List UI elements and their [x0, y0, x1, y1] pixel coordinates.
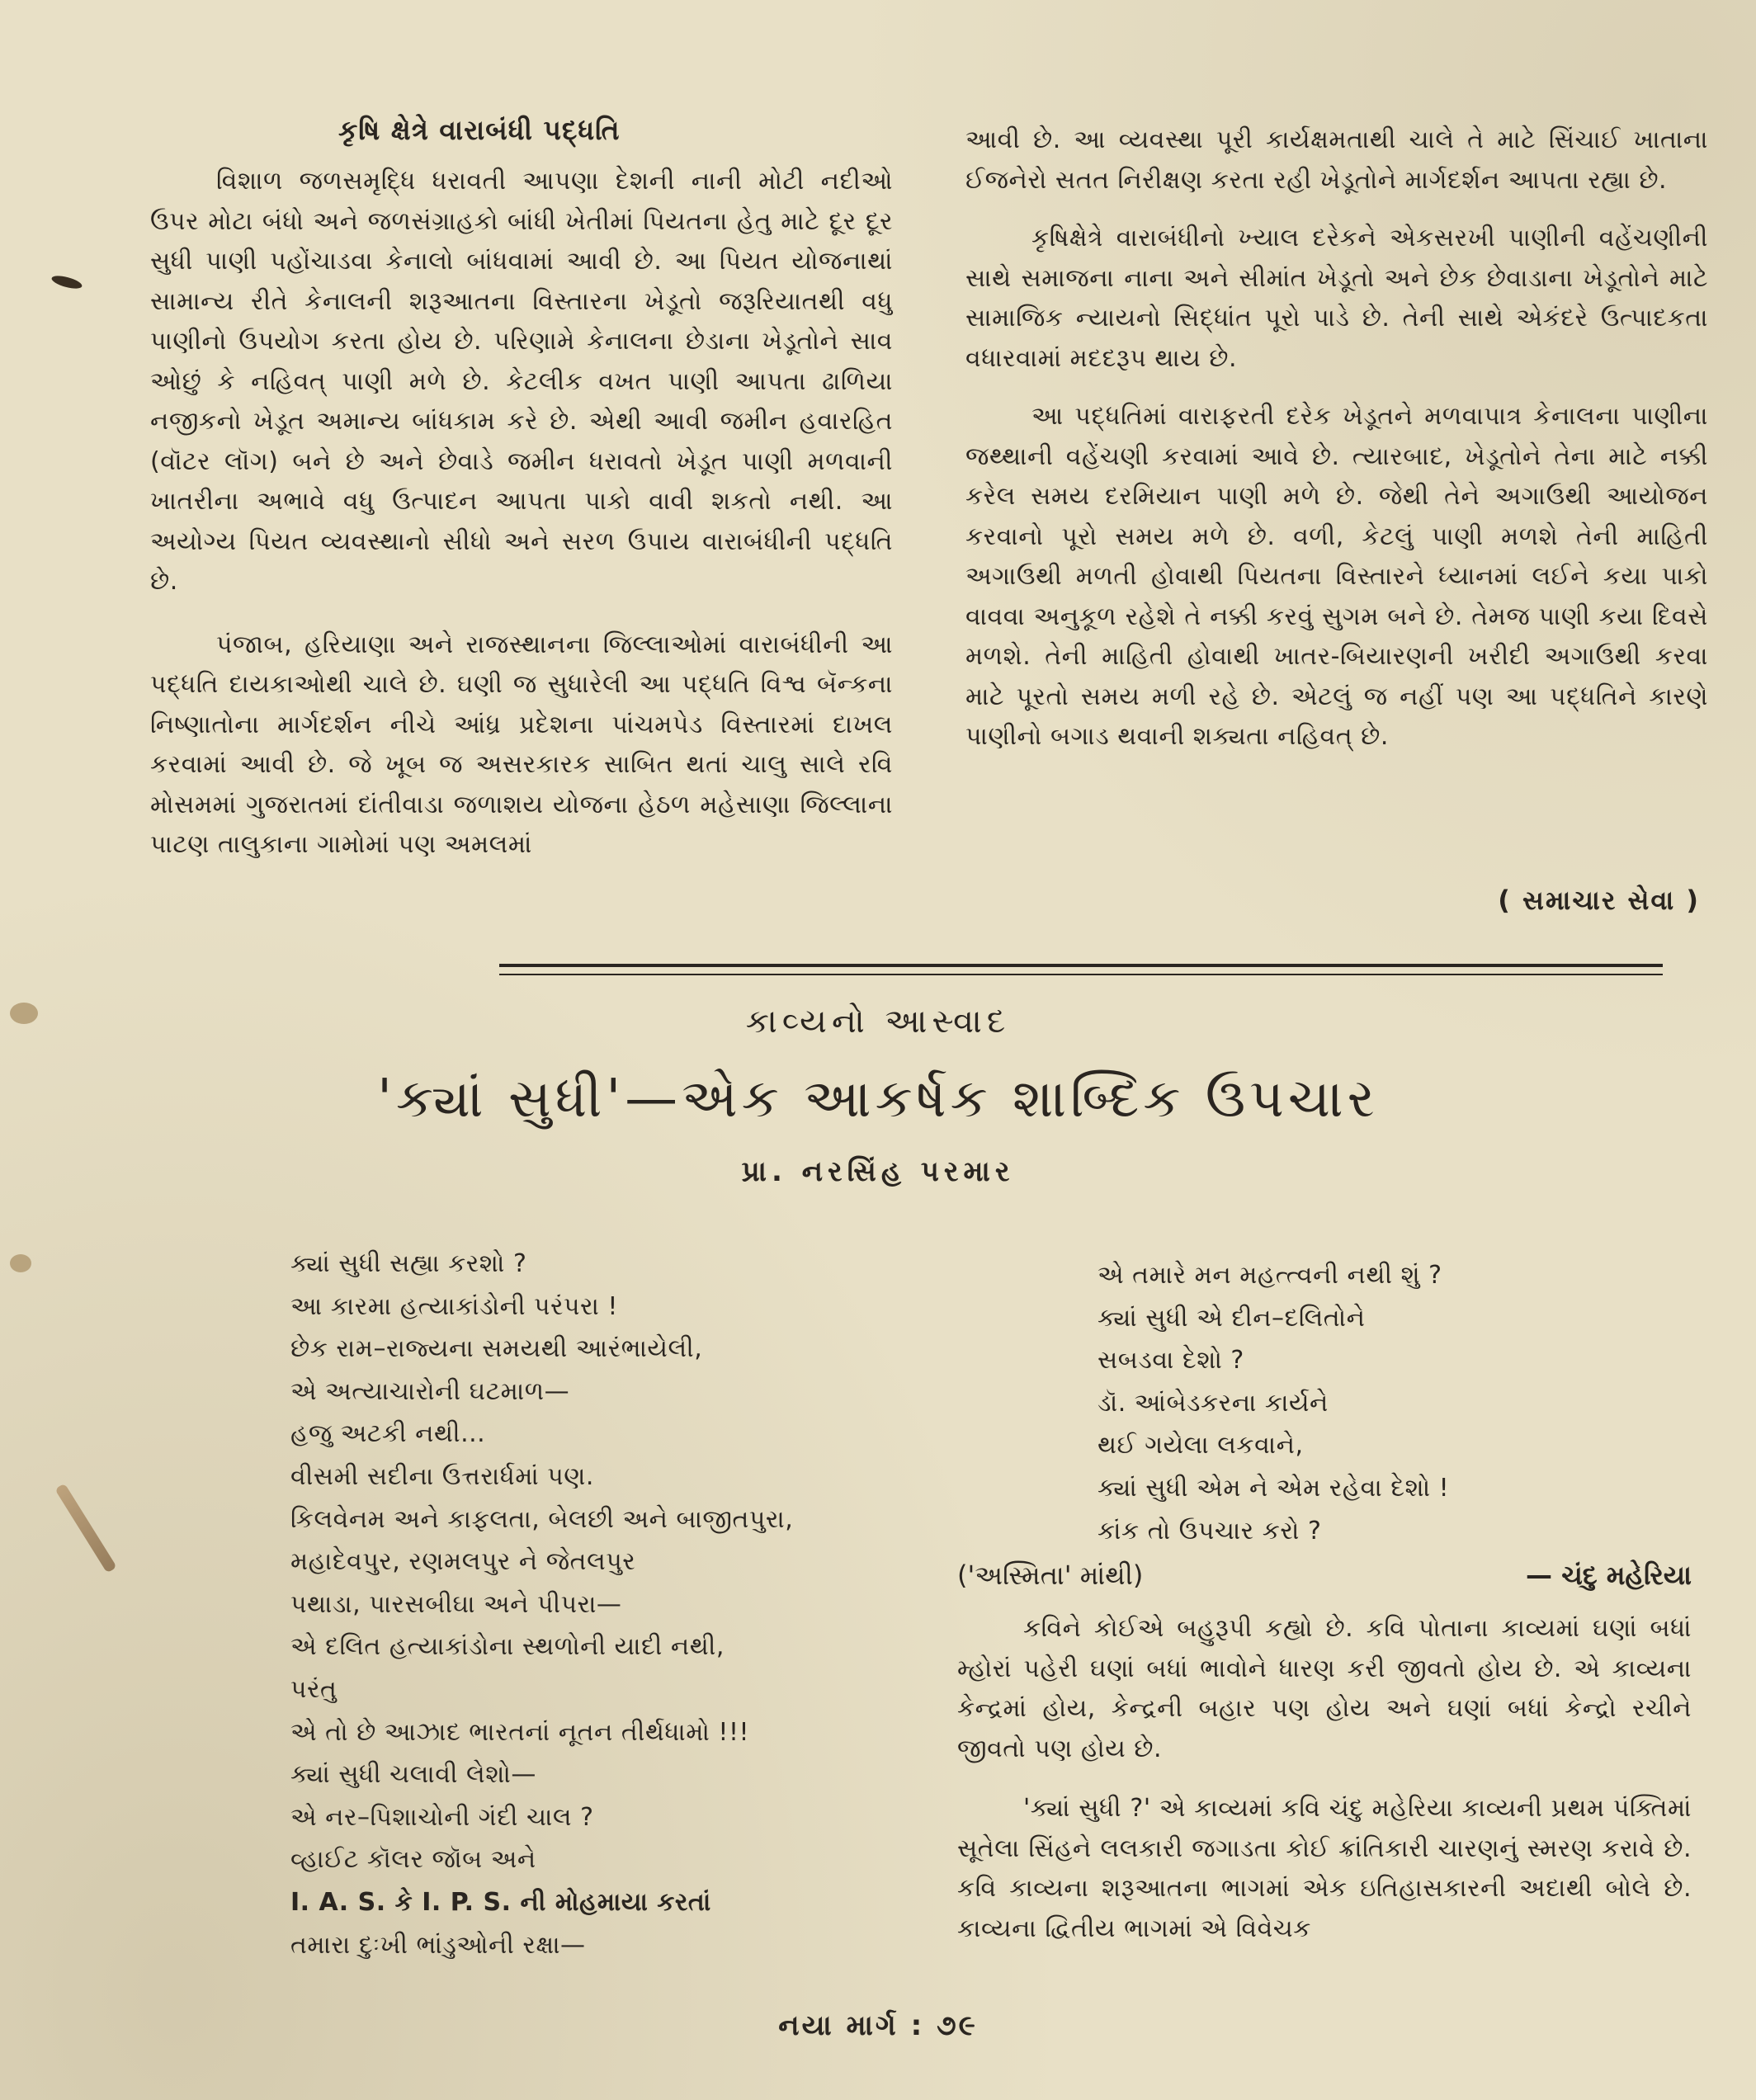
poem-line: છેક રામ–રાજ્યના સમયથી આરંભાયેલી,: [290, 1334, 703, 1364]
poem-line: એ નર–પિશાચોની ગંદી ચાલ ?: [290, 1802, 594, 1832]
poem-source-line: [957, 1560, 1692, 1592]
poem-line: વ્હાઈટ કૉલર જૉબ અને: [290, 1845, 536, 1875]
essay-paragraph: કવિને કોઈએ બહુરૂપી કહ્યો છે. કવિ પોતાના કાવ્યમાં ઘણાં બધાં મ્હોરાં પહેરી ઘણાં બધાં ભાવોને ધારણ કરી જીવતો હોય છે. એ કાવ્યના કેન્દ્રમાં હોય, કેન્દ્રની બહાર પણ હોય અને ઘણાં બધાં કેન્દ્રો રચીને જીવતો પણ હોય છે.: [957, 1614, 1692, 1763]
poem-line: તમારા દુઃખી ભાંડુઓની રક્ષા—: [290, 1930, 586, 1960]
poem-line: ડૉ. આંબેડકરના કાર્યને: [1098, 1388, 1329, 1418]
article-headline: 'ક્યાં સુધી'—એક આકર્ષક શાબ્દિક ઉપચાર: [377, 1069, 1379, 1130]
poem-line: કાંક તો ઉપચાર કરો ?: [1098, 1516, 1322, 1546]
poem-right-column: [1098, 1254, 1692, 1552]
paper-scratch: [54, 1483, 116, 1573]
essay-column: [957, 1609, 1692, 1949]
poet-name: — ચંદુ મહેરિયા: [1526, 1560, 1692, 1591]
poem-line: ક્યાં સુધી ચલાવી લેશો—: [290, 1760, 536, 1790]
poem-left-column: [290, 1243, 934, 1966]
poem-line: ક્યાં સુધી સહ્યા કરશો ?: [290, 1249, 527, 1278]
left-column: [150, 162, 893, 866]
article-credit: ( સમાચાર સેવા ): [1498, 885, 1700, 916]
poem-source: ('અસ્મિતા' માંથી): [957, 1560, 1144, 1591]
essay-paragraph: 'ક્યાં સુધી ?' એ કાવ્યમાં કવિ ચંદુ મહેરિયા કાવ્યની પ્રથમ પંક્તિમાં સૂતેલા સિંહને લલકારી જગાડતા કોઈ ક્રાંતિકારી ચારણનું સ્મરણ કરાવે છે. કવિ કાવ્યના શરૂઆતના ભાગમાં એક ઇતિહાસકારની અદાથી બોલે છે. કાવ્યના દ્વિતીય ભાગમાં એ વિવેચક: [957, 1794, 1692, 1943]
poem-line: સબડવા દેશો ?: [1098, 1346, 1244, 1376]
poem-line: ક્યાં સુધી એ દીન–દલિતોને: [1098, 1303, 1366, 1333]
article-paragraph: વિશાળ જળસમૃદ્ધિ ધરાવતી આપણા દેશની નાની મોટી નદીઓ ઉપર મોટા બંધો અને જળસંગ્રાહકો બાંધી ખેતીમાં પિયતના હેતુ માટે દૂર દૂર સુધી પાણી પહોંચાડવા કેનાલો બાંધવામાં આવી છે. આ પિયત યોજનાથાં સામાન્ય રીતે કેનાલની શરૂઆતના વિસ્તારના ખેડૂતો જરૂરિયાતથી વધુ પાણીનો ઉપયોગ કરતા હોય છે. પરિણામે કેનાલના છેડાના ખેડૂતોને સાવ ઓછું કે નહિવત્ પાણી મળે છે. કેટલીક વખત પાણી આપતા ઢાળિયા નજીકનો ખેડૂત અમાન્ય બાંધકામ કરે છે. એથી આવી જમીન હવારહિત (વૉટર લૉગ) બને છે અને છેવાડે જમીન ધરાવતો ખેડૂત પાણી મળવાની ખાતરીના અભાવે વધુ ઉત્પાદન આપતા પાકો વાવી શકતો નથી. આ અયોગ્ય પિયત વ્યવસ્થાનો સીધો અને સરળ ઉપાય વારાબંધીની પદ્ધતિ છે.: [150, 167, 893, 596]
poem-line: હજુ અટકી નથી...: [290, 1419, 486, 1449]
poem-line: I. A. S. કે I. P. S. ની મોહમાયા કરતાં: [290, 1887, 711, 1917]
article-paragraph: કૃષિક્ષેત્રે વારાબંધીનો ખ્યાલ દરેકને એકસરખી પાણીની વહેંચણીની સાથે સમાજના નાના અને સીમાંત ખેડૂતો અને છેક છેવાડાના ખેડૂતોને માટે સામાજિક ન્યાયનો સિદ્ધાંત પૂરો પાડે છે. તેની સાથે એકંદરે ઉત્પાદકતા વધારવામાં મદદરૂપ થાય છે.: [965, 224, 1708, 373]
poem-line: એ દલિત હત્યાકાંડોના સ્થળોની યાદી નથી,: [290, 1632, 725, 1662]
article-paragraph: આ પદ્ધતિમાં વારાફરતી દરેક ખેડૂતને મળવાપાત્ર કેનાલના પાણીના જથ્થાની વહેંચણી કરવામાં આવે છે. ત્યારબાદ, ખેડૂતોને તેના માટે નક્કી કરેલ સમય દરમિયાન પાણી મળે છે. જેથી તેને અગાઉથી આયોજન કરવાનો પૂરો સમય મળે છે. વળી, કેટલું પાણી મળશે તેની માહિતી અગાઉથી મળતી હોવાથી પિયતના વિસ્તારને ધ્યાનમાં લઈને કયા પાકો વાવવા અનુકૂળ રહેશે તે નક્કી કરવું સુગમ બને છે. તેમજ પાણી કયા દિવસે મળશે. તેની માહિતી હોવાથી ખાતર-બિયારણની ખરીદી અગાઉથી કરવા માટે પૂરતો સમય મળી રહે છે. એટલું જ નહીં પણ આ પદ્ધતિને કારણે પાણીનો બગાડ થવાની શક્યતા નહિવત્ છે.: [965, 402, 1708, 751]
poem-line: કિલવેનમ અને કાફલતા, બેલછી અને બાજીતપુરા,: [290, 1504, 794, 1534]
article-title: કૃષિ ક્ષેત્રે વારાબંધી પદ્ધતિ: [338, 114, 621, 146]
poem-line: પથાડા, પારસબીઘા અને પીપરા—: [290, 1589, 622, 1619]
poem-line: એ તો છે આઝાદ ભારતનાં નૂતન તીર્થધામો !!!: [290, 1717, 750, 1747]
poem-line: થઈ ગયેલા લકવાને,: [1098, 1431, 1304, 1461]
article-paragraph: આવી છે. આ વ્યવસ્થા પૂરી કાર્યક્ષમતાથી ચાલે તે માટે સિંચાઈ ખાતાના ઈજનેરો સતત નિરીક્ષણ કરતા રહી ખેડૂતોને માર્ગદર્શન આપતા રહ્યા છે.: [965, 125, 1708, 195]
poem-line: વીસમી સદીના ઉત્તરાર્ધમાં પણ.: [290, 1461, 594, 1491]
section-divider: [499, 964, 1663, 967]
article-paragraph: પંજાબ, હરિયાણા અને રાજસ્થાનના જિલ્લાઓમાં વારાબંધીની આ પદ્ધતિ દાયકાઓથી ચાલે છે. ઘણી જ સુધારેલી આ પદ્ધતિ વિશ્વ બૅન્કના નિષ્ણાતોના માર્ગદર્શન નીચે આંધ્ર પ્રદેશના પાંચમપેડ વિસ્તારમાં દાખલ કરવામાં આવી છે. જે ખૂબ જ અસરકારક સાબિત થતાં ચાલુ સાલે રવિ મોસમમાં ગુજરાતમાં દાંતીવાડા જળાશય યોજના હેઠળ મહેસાણા જિલ્લાના પાટણ તાલુકાના ગામોમાં પણ અમલમાં: [150, 630, 893, 859]
right-column: [965, 120, 1708, 757]
poem-line: એ તમારે મન મહત્ત્વની નથી શું ?: [1098, 1261, 1442, 1290]
poem-line: એ અત્યાચારોની ઘટમાળ—: [290, 1376, 570, 1406]
poem-line: પરંતુ: [290, 1674, 338, 1704]
poem-line: મહાદેવપુર, રણમલપુર ને જેતલપુર: [290, 1547, 636, 1577]
poem-line: ક્યાં સુધી એમ ને એમ રહેવા દેશો !: [1098, 1473, 1450, 1503]
margin-hole-mark: [10, 1254, 31, 1272]
section-divider: [499, 974, 1663, 975]
margin-tear-mark: [50, 273, 83, 290]
section-heading: કાવ્યનો આસ્વાદ: [745, 1003, 1011, 1041]
poem-line: આ કારમા હત્યાકાંડોની પરંપરા !: [290, 1291, 618, 1321]
author-byline: પ્રા. નરસિંહ પરમાર: [741, 1155, 1015, 1188]
page-footer: નયા માર્ગ : ૭૯: [778, 2009, 978, 2042]
